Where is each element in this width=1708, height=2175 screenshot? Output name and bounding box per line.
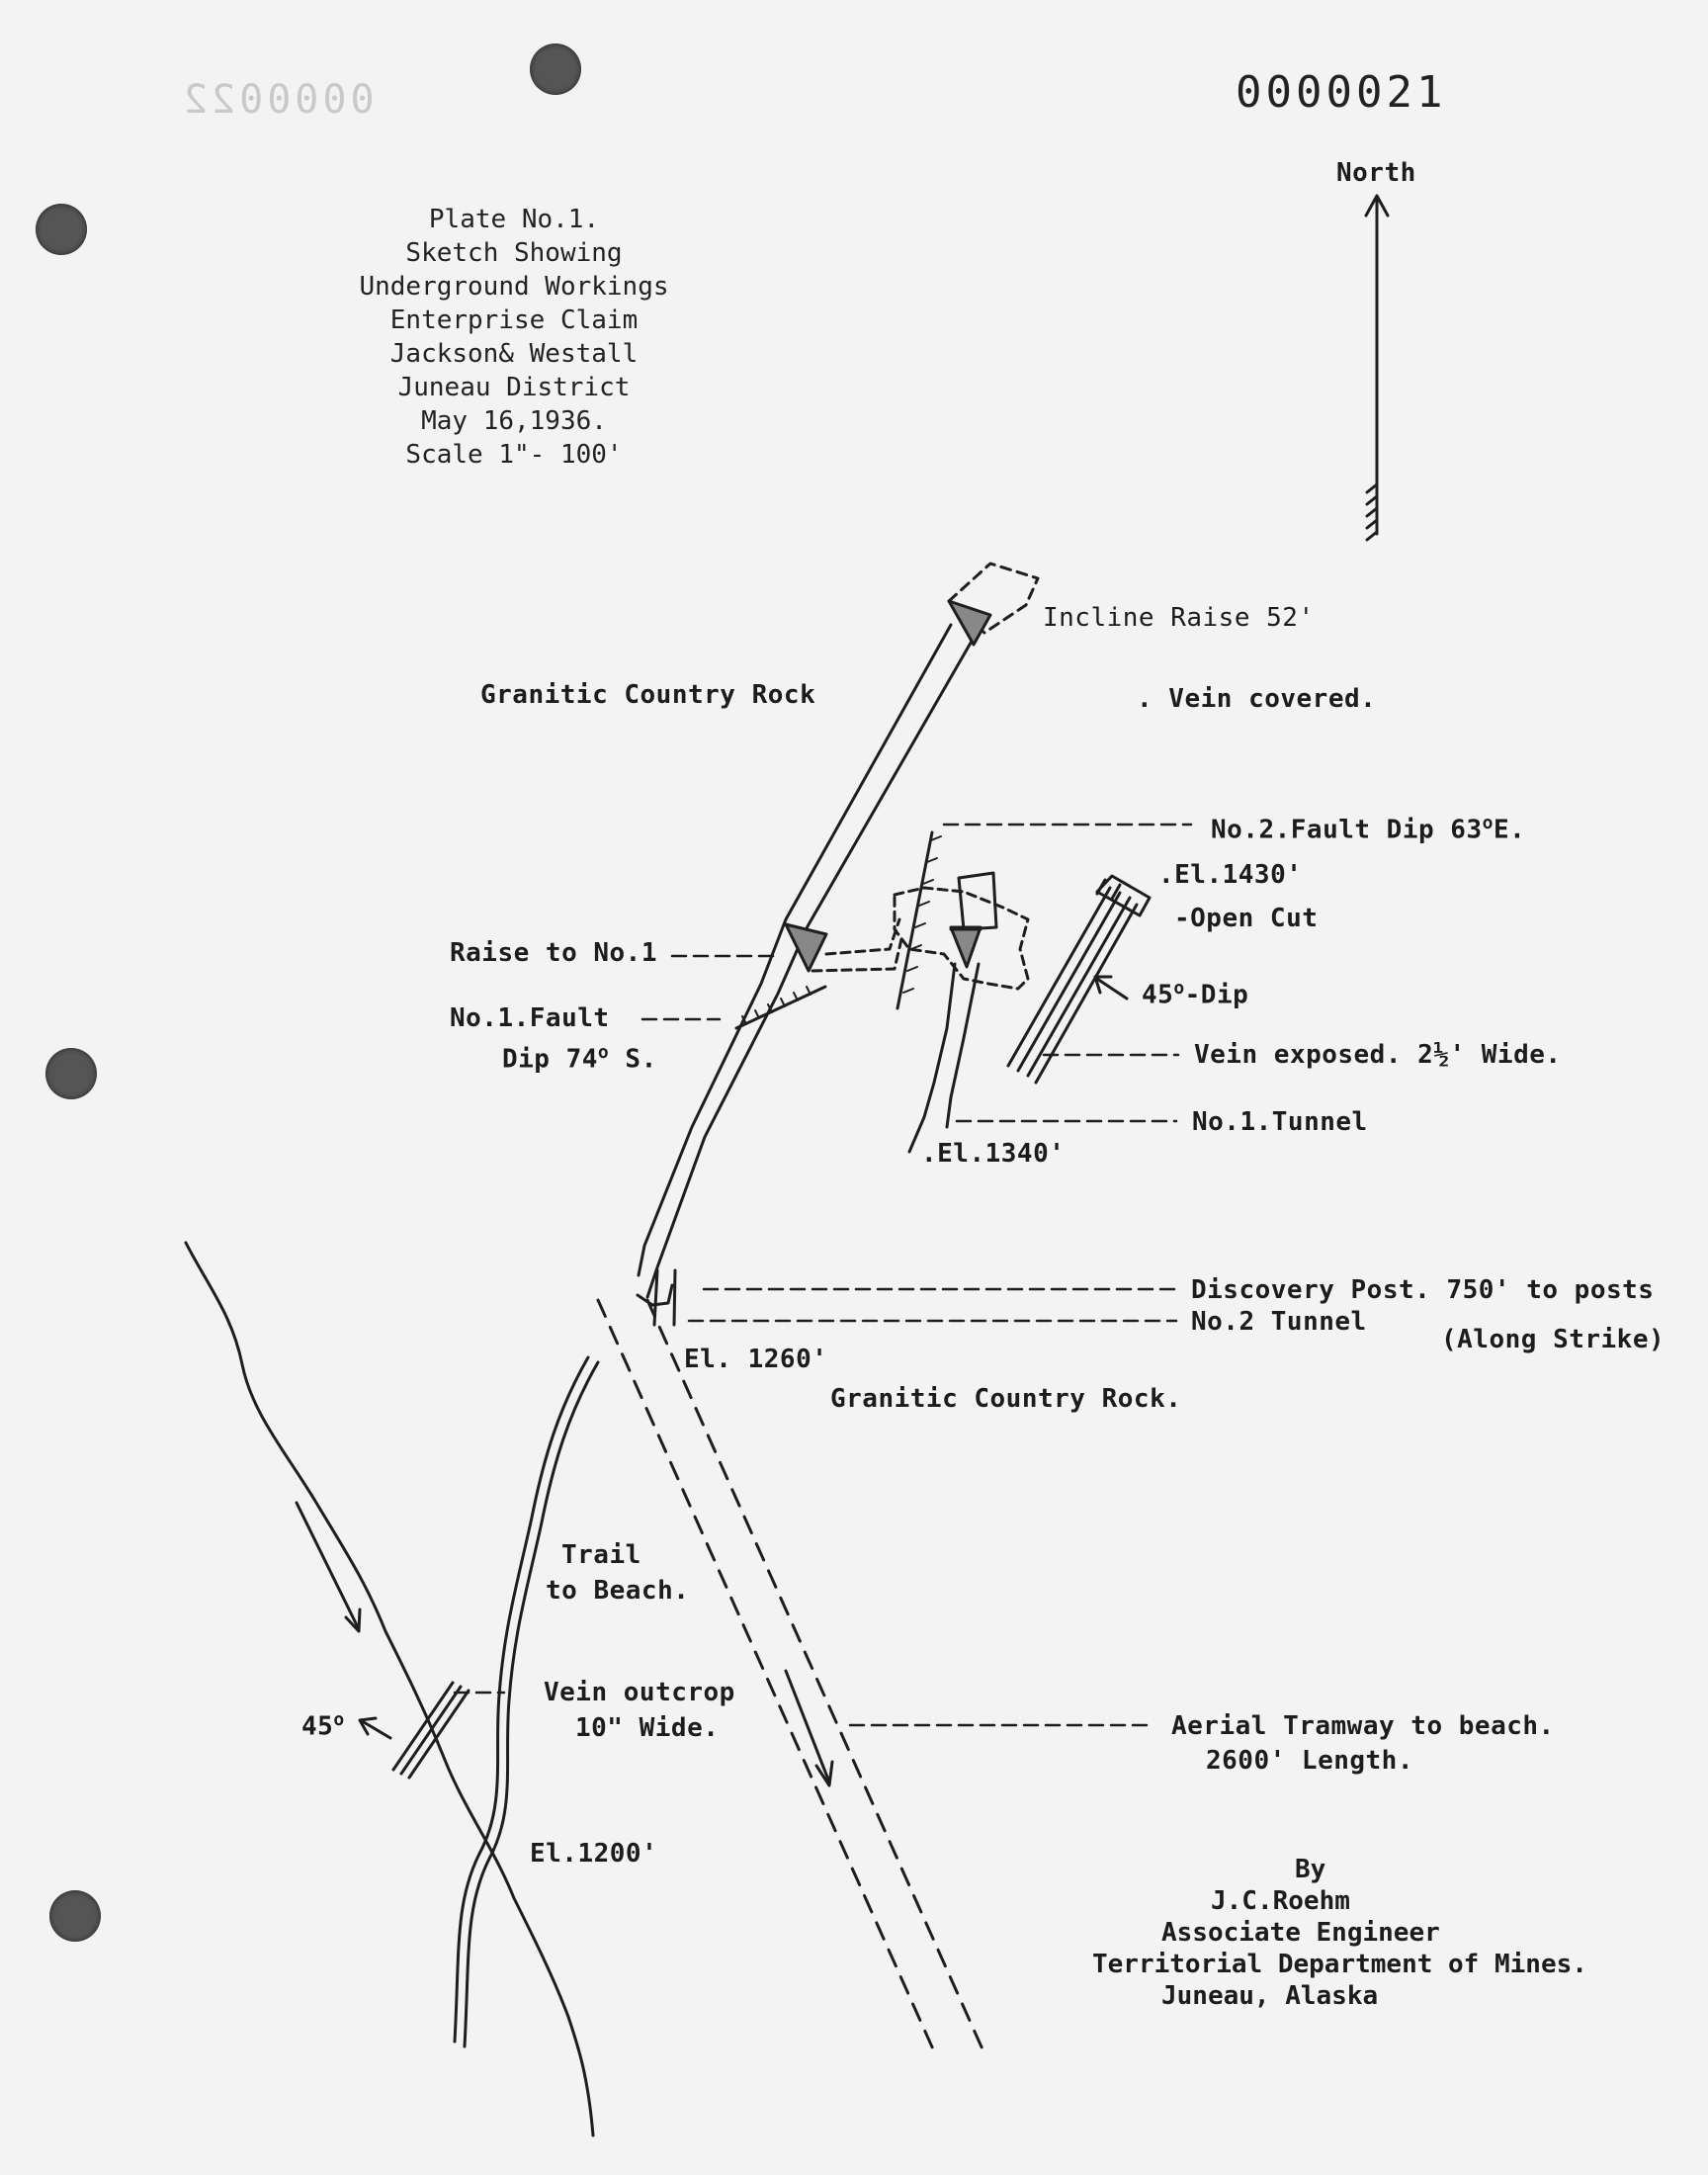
north-label: North xyxy=(1336,158,1416,188)
author-line: By xyxy=(1295,1855,1326,1884)
dip45-degree: o xyxy=(1173,978,1185,999)
vein-exposed-label xyxy=(1194,1038,1562,1072)
fault1-text: No.1.Fault xyxy=(450,1003,610,1033)
stamp-number: 0000021 xyxy=(1236,67,1447,118)
tramway-label-line1: Aerial Tramway to beach. xyxy=(1171,1711,1555,1741)
vein-exposed-width: ' Wide. xyxy=(1449,1040,1562,1070)
north-arrow-icon xyxy=(1366,196,1388,540)
fault1-dip: Dip 74 xyxy=(502,1044,598,1075)
fault2-degree: o xyxy=(1482,813,1494,833)
raise-to-no1-label: Raise to No.1 xyxy=(450,938,657,968)
granitic-country-rock-label-bottom: Granitic Country Rock. xyxy=(830,1384,1182,1414)
title-line: Enterprise Claim xyxy=(389,305,639,335)
author-line: Territorial Department of Mines. xyxy=(1092,1950,1587,1979)
el1260-label: El. 1260' xyxy=(684,1345,828,1374)
title-line: Scale 1"- 100' xyxy=(405,440,623,470)
main-raise-tunnel xyxy=(638,625,974,1325)
vein-covered-label: . Vein covered. xyxy=(1137,684,1377,714)
fault1-label-line1 xyxy=(450,1001,610,1035)
author-line: Juneau, Alaska xyxy=(1161,1981,1379,2011)
vein-exposed-fraction: ½ xyxy=(1433,1040,1450,1070)
fault1-dir: S. xyxy=(625,1044,657,1075)
trail-label-line1: Trail xyxy=(561,1540,641,1570)
dip45-number: 45 xyxy=(1142,980,1174,1010)
title-line: Jackson& Westall xyxy=(389,339,639,369)
incline-raise-label: Incline Raise 52' xyxy=(1043,603,1315,633)
fault2-text: No.2.Fault Dip 63 xyxy=(1211,815,1483,845)
fault2-label xyxy=(1211,807,1525,847)
vein-outcrop-hatch xyxy=(393,1683,469,1778)
author-line: J.C.Roehm xyxy=(1211,1886,1350,1916)
ghost-stamp-number: 0000022 xyxy=(180,77,375,123)
open-cut-label: -Open Cut xyxy=(1174,904,1319,933)
vein-outcrop-label-line2: 10" Wide. xyxy=(575,1713,720,1743)
trail-label-line2: to Beach. xyxy=(546,1576,690,1606)
el1430-label: .El.1430' xyxy=(1158,860,1303,890)
vein-exposed-hatch xyxy=(1008,876,1150,1083)
dip45-text: -Dip xyxy=(1184,980,1249,1010)
no1-tunnel xyxy=(909,873,996,1152)
fault1-degree: o xyxy=(597,1042,610,1063)
el1200-label: El.1200' xyxy=(530,1839,658,1869)
along-strike-label: (Along Strike) xyxy=(1441,1325,1665,1354)
title-line: Sketch Showing xyxy=(405,238,623,268)
no2-tunnel-label: No.2 Tunnel xyxy=(1191,1307,1367,1337)
author-line: Associate Engineer xyxy=(1161,1918,1440,1948)
deg45-label xyxy=(301,1703,345,1744)
author-block xyxy=(1068,1854,1661,2012)
fault1-label-line2 xyxy=(502,1036,657,1077)
tramway-label-line2: 2600' Length. xyxy=(1206,1746,1413,1776)
title-line: Plate No.1. xyxy=(428,205,600,234)
title-line: Underground Workings xyxy=(359,272,669,302)
vein-outcrop-label-line1: Vein outcrop xyxy=(544,1678,735,1707)
deg45-number: 45 xyxy=(301,1711,334,1742)
fault2-dir: E. xyxy=(1493,815,1526,845)
title-line: Juneau District xyxy=(397,373,631,402)
dip45-label xyxy=(1142,972,1248,1012)
tunnel1-winze-symbol xyxy=(951,927,981,967)
granitic-country-rock-label-top: Granitic Country Rock xyxy=(480,680,816,710)
vein-exposed-text: Vein exposed. 2 xyxy=(1194,1040,1434,1070)
title-line: May 16,1936. xyxy=(421,406,607,436)
stream-line xyxy=(186,1243,593,2135)
incline-winze-symbol xyxy=(949,601,990,645)
deg45-degree: o xyxy=(333,1709,345,1730)
no1-tunnel-label: No.1.Tunnel xyxy=(1192,1107,1368,1137)
discovery-post-label: Discovery Post. 750' to posts xyxy=(1191,1275,1655,1305)
fault-line-2 xyxy=(897,832,932,1008)
el1340-label: .El.1340' xyxy=(921,1139,1066,1169)
